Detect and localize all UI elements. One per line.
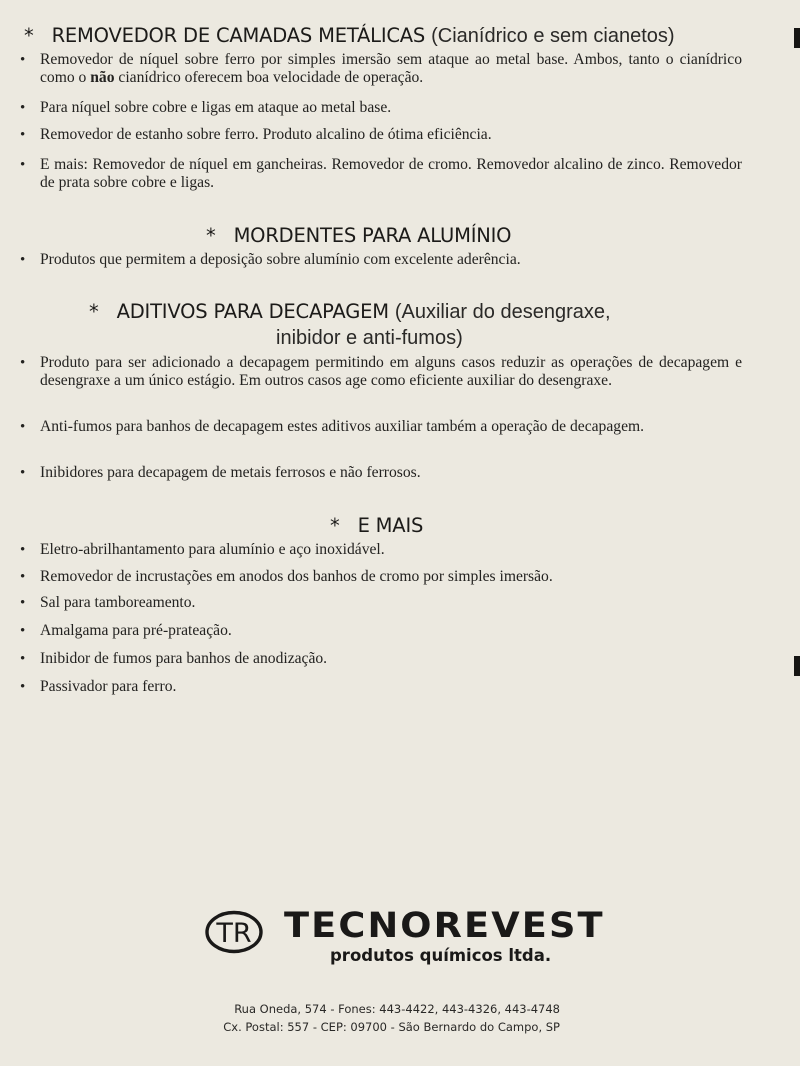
list-item	[20, 541, 742, 559]
list-item	[20, 594, 742, 612]
item-text: Inibidores para decapagem de metais ferrosos e não ferrosos.	[40, 464, 421, 481]
logo-letters: TR	[216, 918, 252, 949]
section-subtitle: (Cianídrico e sem cianetos)	[431, 25, 675, 47]
company-logo-icon	[204, 910, 264, 954]
bullet: •	[20, 252, 26, 268]
bullet: •	[20, 355, 26, 371]
item-text: Produto para ser adicionado a decapagem permitindo em alguns casos reduzir as operações de decapagem e desengraxe a um único estágio. Em outros casos age como eficiente auxiliar do desengraxe.	[40, 354, 742, 389]
edge-mark	[794, 28, 800, 48]
bullet: •	[20, 52, 26, 68]
section-title: ADITIVOS PARA DECAPAGEM	[116, 300, 389, 323]
item-text: Removedor de estanho sobre ferro. Produto alcalino de ótima eficiência.	[40, 126, 492, 143]
section-heading-aditivos	[89, 300, 611, 324]
bullet: •	[20, 623, 26, 639]
brand-tagline: produtos químicos ltda.	[330, 946, 552, 965]
list-item	[20, 418, 742, 436]
item-text: Sal para tamboreamento.	[40, 594, 196, 611]
address-line: Cx. Postal: 557 - CEP: 09700 - São Bernardo do Campo, SP	[223, 1020, 560, 1034]
brand-name: TECNOREVEST	[284, 906, 605, 946]
bullet: •	[20, 542, 26, 558]
bullet: •	[20, 569, 26, 585]
heading-marker: *	[330, 514, 340, 537]
list-item	[20, 251, 742, 269]
section-heading-e-mais	[330, 514, 423, 538]
item-text: Inibidor de fumos para banhos de anodização.	[40, 650, 328, 667]
item-text: Eletro-abrilhantamento para alumínio e aço inoxidável.	[40, 541, 385, 558]
section-subtitle: (Auxiliar do desengraxe,	[394, 301, 611, 323]
edge-mark	[794, 656, 800, 676]
bullet: •	[20, 679, 26, 695]
bullet: •	[20, 127, 26, 143]
section-title: E MAIS	[357, 514, 424, 537]
list-item	[20, 568, 742, 586]
bullet: •	[20, 157, 26, 173]
heading-marker: *	[206, 224, 216, 247]
bullet: •	[20, 651, 26, 667]
heading-marker: *	[24, 24, 34, 47]
item-text: Anti-fumos para banhos de decapagem estes aditivos auxiliar também a operação de decapagem.	[40, 418, 645, 435]
bullet: •	[20, 595, 26, 611]
item-text: Produtos que permitem a deposição sobre alumínio com excelente aderência.	[40, 251, 521, 268]
section-heading-mordentes	[206, 224, 511, 248]
list-item	[20, 99, 742, 117]
heading-marker: *	[89, 300, 99, 323]
list-item	[20, 678, 742, 696]
item-text: Passivador para ferro.	[40, 678, 177, 695]
section-title: MORDENTES PARA ALUMÍNIO	[233, 224, 512, 247]
list-item	[20, 51, 742, 87]
item-text: Removedor de níquel sobre ferro por simples imersão sem ataque ao metal base. Ambos, tanto o cianídrico como o	[40, 51, 742, 86]
bullet: •	[20, 100, 26, 116]
section-heading-removedor	[24, 24, 675, 48]
section-title: REMOVEDOR DE CAMADAS METÁLICAS	[51, 24, 426, 47]
list-item	[20, 156, 742, 192]
list-item	[20, 126, 742, 144]
item-text: E mais: Removedor de níquel em gancheiras. Removedor de cromo. Removedor alcalino de zinco. Removedor de prata sobre cobre e ligas.	[40, 156, 742, 191]
item-text: cianídrico oferecem boa velocidade de operação.	[114, 69, 424, 86]
list-item	[20, 464, 742, 482]
item-text: Para níquel sobre cobre e ligas em ataque ao metal base.	[40, 99, 392, 116]
address-line: Rua Oneda, 574 - Fones: 443-4422, 443-4326, 443-4748	[234, 1002, 560, 1016]
list-item	[20, 622, 742, 640]
item-text: Removedor de incrustações em anodos dos banhos de cromo por simples imersão.	[40, 568, 553, 585]
bullet: •	[20, 419, 26, 435]
bullet: •	[20, 465, 26, 481]
section-subtitle-continued: inibidor e anti-fumos)	[276, 327, 463, 349]
item-text: Amalgama para pré-prateação.	[40, 622, 232, 639]
item-text-emphasis: não	[90, 69, 115, 86]
list-item	[20, 650, 742, 668]
list-item	[20, 354, 742, 390]
